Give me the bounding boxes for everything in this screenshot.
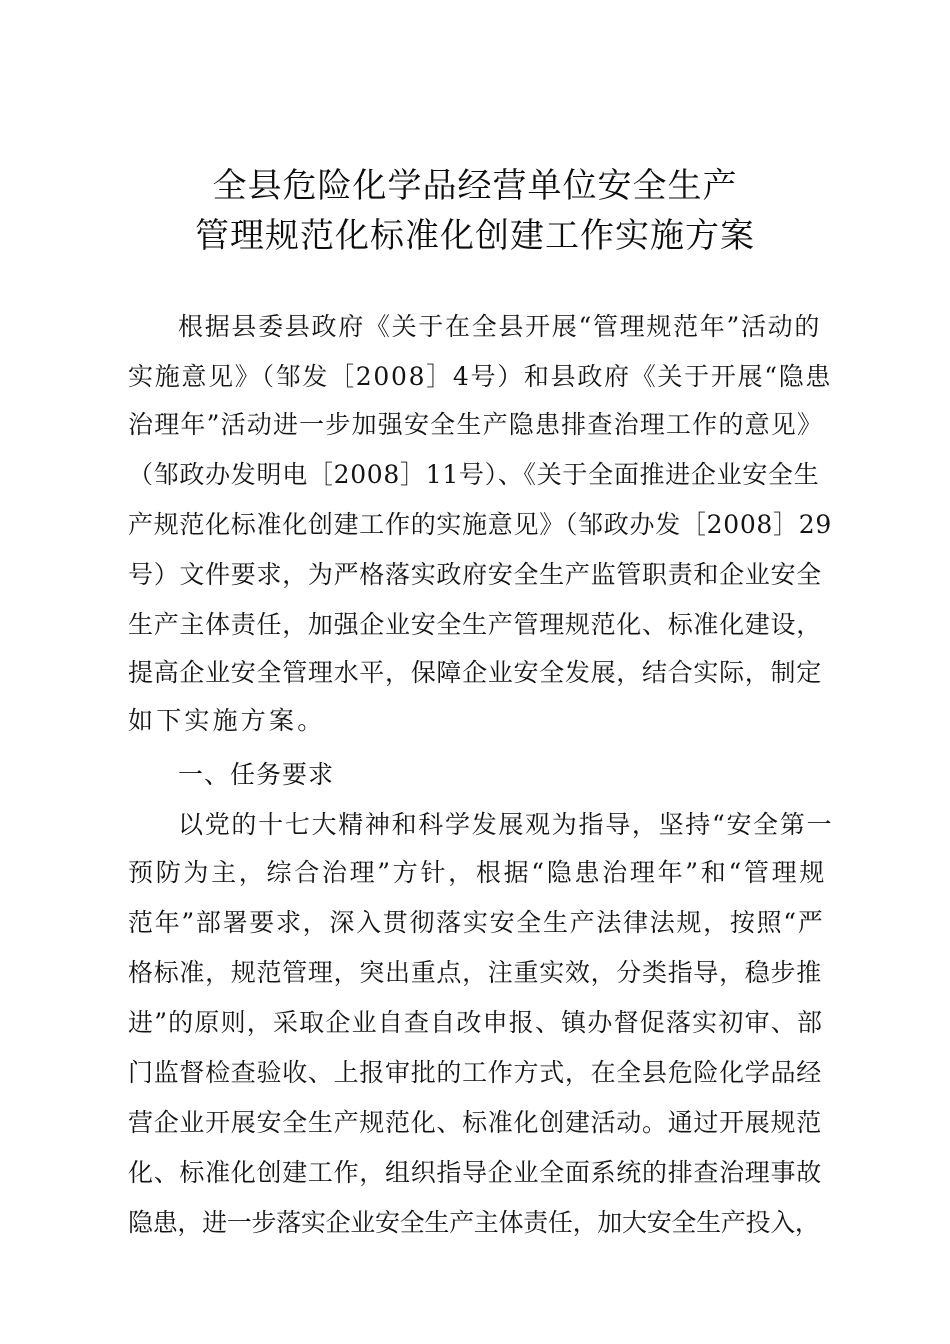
section-heading-task-requirements: 一、任务要求 [178,760,335,789]
intro-line-4: （邹政办发明电［2008］11号）、《关于全面推进企业安全生 [128,460,820,489]
section1-line-3: 范年”部署要求，深入贯彻落实安全生产法律法规，按照“严 [128,908,825,937]
section1-line-2: 预防为主，综合治理”方针，根据“隐患治理年”和“管理规 [128,858,828,887]
section1-line-8: 化、标准化创建工作，组织指导企业全面系统的排查治理事故 [128,1158,822,1187]
intro-line-8: 提高企业安全管理水平，保障企业安全发展，结合实际，制定 [128,658,822,687]
section1-line-9: 隐患，进一步落实企业安全生产主体责任，加大安全生产投入， [128,1208,820,1237]
intro-line-7: 生产主体责任，加强企业安全生产管理规范化、标准化建设， [128,610,822,639]
intro-line-2: 实施意见》（邹发［2008］4号）和县政府《关于开展“隐患 [128,362,833,391]
section1-line-7: 营企业开展安全生产规范化、标准化创建活动。通过开展规范 [128,1108,822,1137]
intro-line-9: 如下实施方案。 [128,706,326,735]
section1-line-6: 门监督检查验收、上报审批的工作方式，在全县危险化学品经 [128,1058,822,1087]
document-title-line-1: 全县危险化学品经营单位安全生产 [212,166,738,206]
section1-line-5: 进”的原则，采取企业自查自改申报、镇办督促落实初审、部 [128,1008,824,1037]
section1-line-4: 格标准，规范管理，突出重点，注重实效，分类指导，稳步推 [128,958,822,987]
section1-line-1: 以党的十七大精神和科学发展观为指导，坚持“安全第一 [178,810,834,839]
intro-line-3: 治理年”活动进一步加强安全生产隐患排查治理工作的意见》 [128,410,824,439]
intro-line-1: 根据县委县政府《关于在全县开展“管理规范年”活动的 [178,312,822,341]
document-title-line-2: 管理规范化标准化创建工作实施方案 [195,216,755,256]
intro-line-5: 产规范化标准化创建工作的实施意见》（邹政办发［2008］29 [128,510,832,539]
intro-line-6: 号）文件要求，为严格落实政府安全生产监管职责和企业安全 [128,560,822,589]
